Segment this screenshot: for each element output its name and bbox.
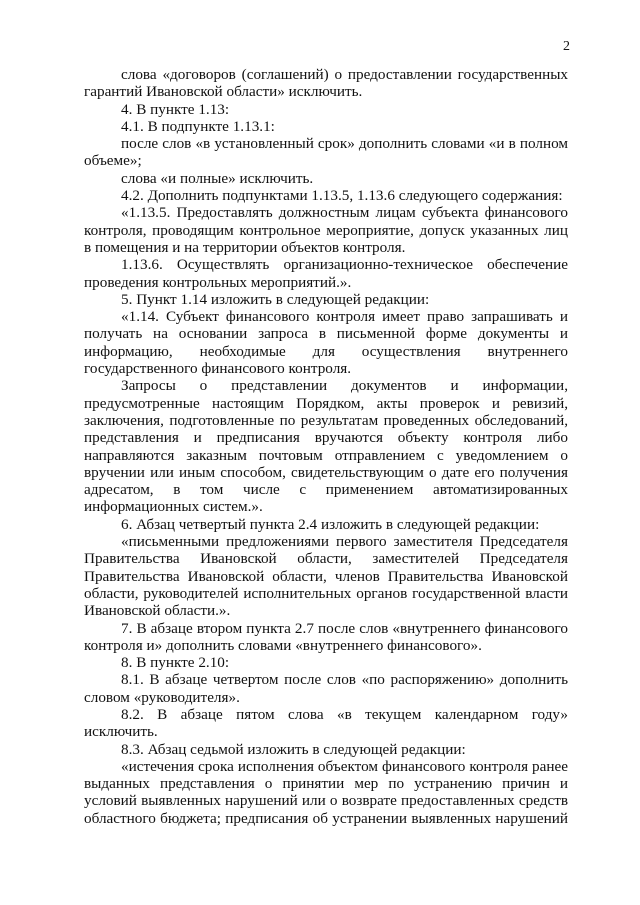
paragraph: 4.2. Дополнить подпунктами 1.13.5, 1.13.6 следующего содержания: xyxy=(121,187,563,205)
paragraph: 8. В пункте 2.10: xyxy=(121,654,230,672)
paragraph: 6. Абзац четвертый пункта 2.4 изложить в следующей редакции: xyxy=(121,515,540,533)
document-body xyxy=(84,66,568,827)
paragraph: 4. В пункте 1.13: xyxy=(121,100,230,118)
paragraph: «1.13.5. Предоставлять должностным лицам субъекта финансового контроля, проводящим контрольное мероприятие, допуск указанных лиц в помещения и на территории объектов контроля. xyxy=(84,204,568,256)
paragraph: 5. Пункт 1.14 изложить в следующей редакции: xyxy=(121,290,430,308)
page-number: 2 xyxy=(563,39,570,54)
paragraph: «письменными предложениями первого заместителя Председателя Правительства Ивановской области, заместителей Председателя Правительства Ивановской области, членов Правительства Ивановской области, руководителей исполнительных органов государственной власти Ивановской области.». xyxy=(84,533,568,620)
paragraph: 4.1. В подпункте 1.13.1: xyxy=(121,117,275,135)
paragraph: после слов «в установленный срок» дополнить словами «и в полном объеме»; xyxy=(84,135,568,170)
paragraph: «1.14. Субъект финансового контроля имеет право запрашивать и получать на основании запроса в письменной форме документы и информацию, необходимые для осуществления внутреннего государственного финансового контроля. xyxy=(84,308,568,378)
paragraph: 8.3. Абзац седьмой изложить в следующей редакции: xyxy=(121,740,466,758)
paragraph: «истечения срока исполнения объектом финансового контроля ранее выданных представления о принятии мер по устранению причин и условий выявленных нарушений или о возврате предоставленных средств областного бюджета; предписания об устранении выявленных нарушений xyxy=(84,757,568,827)
paragraph: 8.2. В абзаце пятом слова «в текущем календарном году» исключить. xyxy=(84,705,568,741)
paragraph: 1.13.6. Осуществлять организационно-техническое обеспечение проведения контрольных мероприятий.». xyxy=(84,256,568,291)
paragraph: 8.1. В абзаце четвертом после слов «по распоряжению» дополнить словом «руководителя». xyxy=(84,671,568,706)
paragraph: Запросы о представлении документов и информации, предусмотренные настоящим Порядком, акты проверок и ревизий, заключения, подготовленные по результатам проведенных обследований, представления и предписания вручаются объекту контроля либо направляются заказным почтовым отправлением с уведомлением о вручении или иным способом, свидетельствующим о дате его получения адресатом, в том числе с применением автоматизированных информационных систем.». xyxy=(84,377,568,516)
paragraph: 7. В абзаце втором пункта 2.7 после слов «внутреннего финансового контроля и» дополнить словами «внутреннего финансового». xyxy=(84,619,568,654)
paragraph: слова «договоров (соглашений) о предоставлении государственных гарантий Ивановской области» исключить. xyxy=(84,66,568,101)
paragraph: слова «и полные» исключить. xyxy=(121,169,314,187)
